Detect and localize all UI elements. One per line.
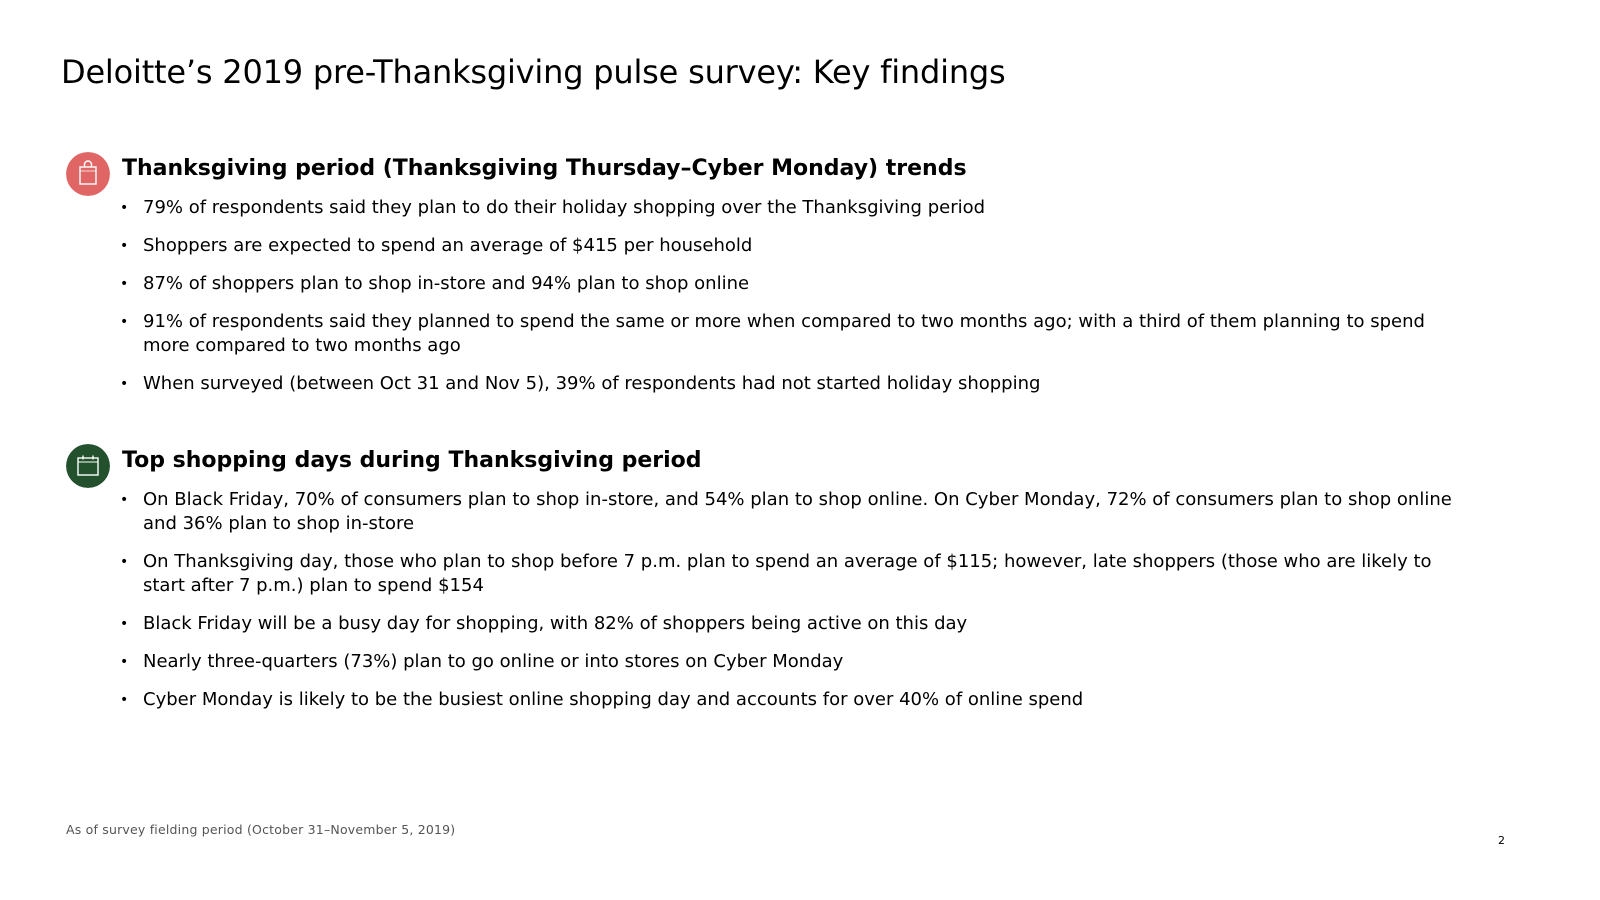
bullet-list: [120, 196, 1473, 410]
list-item: [120, 550, 1473, 598]
section-heading: Top shopping days during Thanksgiving period: [122, 448, 702, 473]
bullet-text: When surveyed (between Oct 31 and Nov 5), 39% of respondents had not started holiday shopping: [143, 373, 1041, 394]
bullet-list: [120, 488, 1473, 726]
list-item: [120, 372, 1473, 396]
bullet-text: Cyber Monday is likely to be the busiest online shopping day and accounts for over 40% of online spend: [143, 689, 1084, 710]
list-item: [120, 196, 1473, 220]
bullet-marker: •: [120, 616, 129, 632]
shopping-bag-icon: [66, 152, 110, 196]
bullet-marker: •: [120, 200, 129, 216]
list-item: [120, 650, 1473, 674]
bullet-marker: •: [120, 238, 129, 254]
bullet-text: Shoppers are expected to spend an average of $415 per household: [143, 235, 753, 256]
bullet-text: Nearly three-quarters (73%) plan to go online or into stores on Cyber Monday: [143, 651, 844, 672]
bullet-marker: •: [120, 492, 129, 508]
bullet-marker: •: [120, 276, 129, 292]
page-title: Deloitte’s 2019 pre-Thanksgiving pulse survey: Key findings: [61, 53, 1006, 91]
section-heading: Thanksgiving period (Thanksgiving Thursday–Cyber Monday) trends: [122, 156, 967, 181]
list-item: [120, 310, 1473, 358]
bullet-text: On Thanksgiving day, those who plan to shop before 7 p.m. plan to spend an average of $115; however, late shoppers (those who are likely to start after 7 p.m.) plan to spend $154: [143, 551, 1432, 596]
footnote: As of survey fielding period (October 31–November 5, 2019): [66, 822, 456, 837]
list-item: [120, 688, 1473, 712]
bullet-marker: •: [120, 554, 129, 570]
bullet-marker: •: [120, 376, 129, 392]
bullet-marker: •: [120, 654, 129, 670]
bullet-marker: •: [120, 692, 129, 708]
list-item: [120, 488, 1473, 536]
list-item: [120, 234, 1473, 258]
list-item: [120, 272, 1473, 296]
bullet-text: On Black Friday, 70% of consumers plan to shop in-store, and 54% plan to shop online. On Cyber Monday, 72% of consumers plan to shop online and 36% plan to shop in-store: [143, 489, 1452, 534]
bullet-text: Black Friday will be a busy day for shopping, with 82% of shoppers being active on this day: [143, 613, 968, 634]
calendar-icon: [66, 444, 110, 488]
list-item: [120, 612, 1473, 636]
bullet-text: 91% of respondents said they planned to spend the same or more when compared to two months ago; with a third of them planning to spend more compared to two months ago: [143, 311, 1425, 356]
bullet-marker: •: [120, 314, 129, 330]
page-number: 2: [1498, 834, 1505, 847]
bullet-text: 79% of respondents said they plan to do their holiday shopping over the Thanksgiving period: [143, 197, 986, 218]
bullet-text: 87% of shoppers plan to shop in-store and 94% plan to shop online: [143, 273, 750, 294]
